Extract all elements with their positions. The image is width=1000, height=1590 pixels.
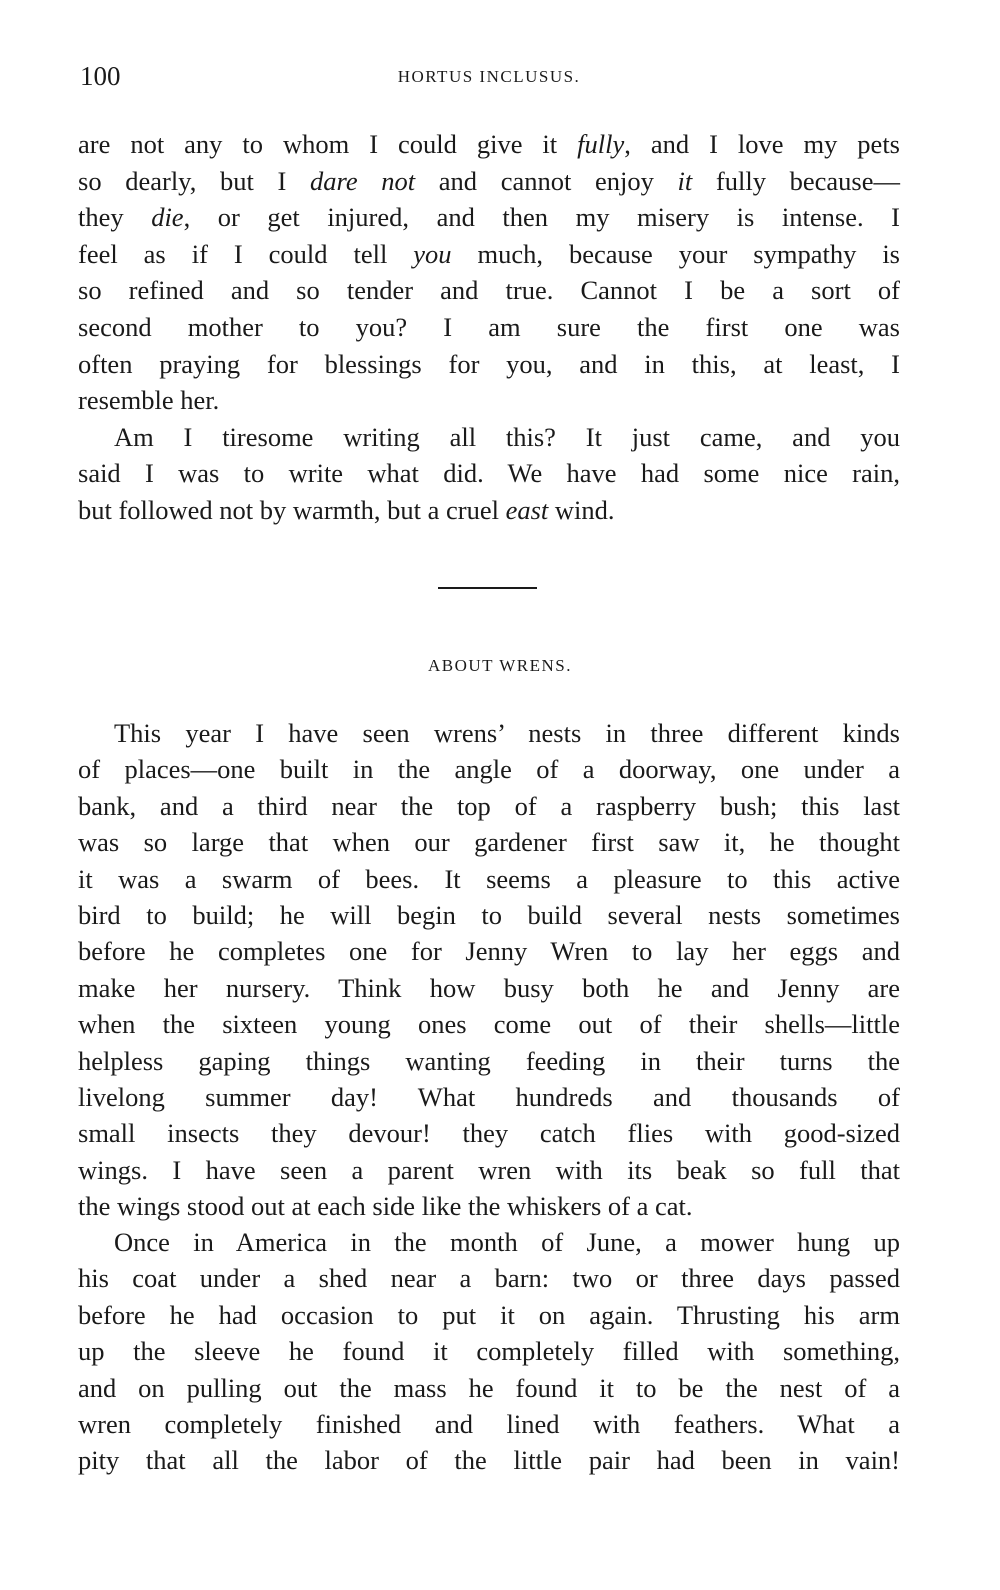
text-line: up the sleeve he found it completely filled with something, — [78, 1336, 900, 1367]
text-line: This year I have seen wrens’ nests in three different kinds — [114, 718, 900, 748]
text-line: livelong summer day! What hundreds and thousands of — [78, 1082, 900, 1113]
wrens-paragraph-2 — [78, 1224, 900, 1479]
text-line: wings. I have seen a parent wren with its beak so full that — [78, 1154, 900, 1185]
text-line: so refined and so tender and true. Cannot I be a sort of — [78, 275, 900, 306]
text-line: bank, and a third near the top of a raspberry bush; this last — [78, 790, 900, 821]
text-line: bird to build; he will begin to build several nests sometimes — [78, 900, 900, 931]
text-line: the wings stood out at each side like the whiskers of a cat. — [78, 1191, 693, 1222]
text-line: when the sixteen young ones come out of their shells—little — [78, 1009, 900, 1040]
text-line: before he had occasion to put it on again. Thrusting his arm — [78, 1299, 900, 1330]
book-title: HORTUS INCLUSUS. — [397, 67, 581, 86]
text-line: before he completes one for Jenny Wren to lay her eggs and — [78, 936, 900, 967]
text-line: helpless gaping things wanting feeding in their turns the — [78, 1045, 900, 1076]
section-heading: ABOUT WRENS. — [428, 656, 572, 675]
page-number: 100 — [80, 61, 121, 91]
text-line: they die, or get injured, and then my misery is intense. I — [78, 202, 900, 233]
text-line: his coat under a shed near a barn: two or three days passed — [78, 1263, 900, 1294]
text-line: Once in America in the month of June, a mower hung up — [114, 1227, 900, 1257]
text-line: so dearly, but I dare not and cannot enjoy it fully because— — [78, 165, 900, 196]
text-line: are not any to whom I could give it fully, and I love my pets — [78, 129, 900, 159]
text-line: but followed not by warmth, but a cruel east wind. — [78, 494, 615, 525]
text-line: resemble her. — [78, 385, 220, 416]
text-line: and on pulling out the mass he found it to be the nest of a — [78, 1372, 900, 1403]
text-line: was so large that when our gardener first saw it, he thought — [78, 827, 900, 858]
text-line: pity that all the labor of the little pair had been in vain! — [78, 1445, 900, 1476]
text-line: often praying for blessings for you, and in this, at least, I — [78, 348, 900, 379]
text-line: make her nursery. Think how busy both he and Jenny are — [78, 972, 900, 1003]
running-head — [78, 60, 900, 92]
text-line: wren completely finished and lined with feathers. What a — [78, 1409, 900, 1440]
text-line: second mother to you? I am sure the first one was — [78, 311, 900, 342]
text-line: small insects they devour! they catch flies with good-sized — [78, 1118, 900, 1149]
text-line: Am I tiresome writing all this? It just came, and you — [114, 421, 900, 452]
section-divider — [438, 587, 537, 589]
text-line: feel as if I could tell you much, because your sympathy is — [78, 238, 900, 269]
letter-continuation — [78, 126, 900, 529]
text-line: it was a swarm of bees. It seems a pleasure to this active — [78, 863, 900, 894]
wrens-paragraph-1 — [78, 715, 900, 1225]
text-line: said I was to write what did. We have had some nice rain, — [78, 458, 900, 489]
text-line: of places—one built in the angle of a doorway, one under a — [78, 754, 900, 785]
